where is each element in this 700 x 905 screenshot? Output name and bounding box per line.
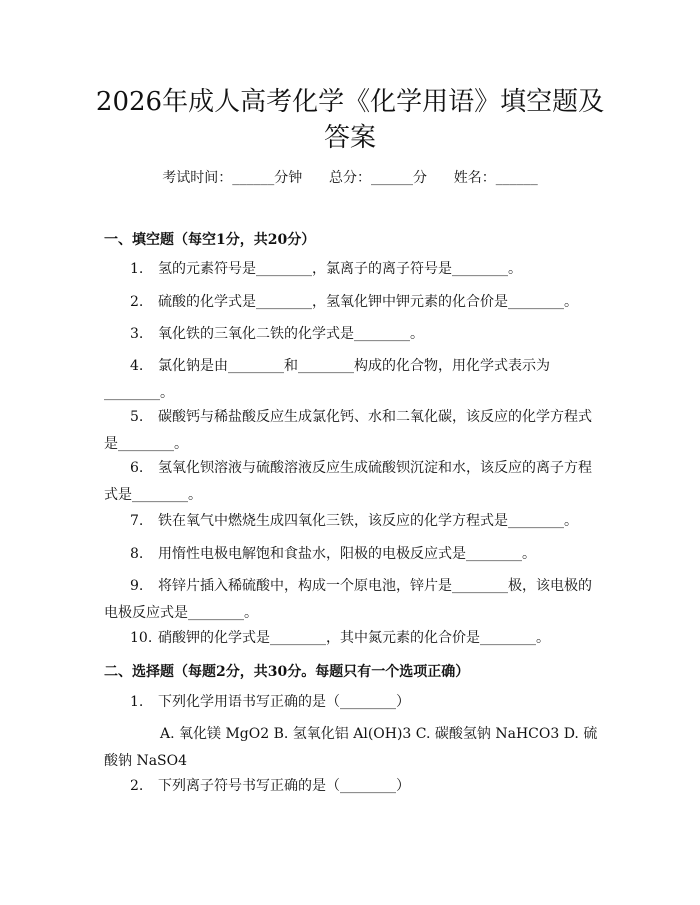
question-number: 3. [130,326,144,342]
document-title: 2026年成人高考化学《化学用语》填空题及答案 [95,87,605,153]
question-number: 1. [130,694,144,710]
question-item [104,625,602,652]
question-number: 2. [130,294,144,310]
question-number: 4. [130,358,144,374]
question-item [104,404,602,458]
question-text: 碳酸钙与稀盐酸反应生成氯化钙、水和二氧化碳，该反应的化学方程式是________。 [104,409,592,452]
question-text: 用惰性电极电解饱和食盐水，阳极的电极反应式是________。 [158,546,536,562]
section-heading-multiple-choice: 二、选择题（每题2分，共30分。每题只有一个选项正确） [104,664,470,680]
question-text: 硝酸钾的化学式是________，其中氮元素的化合价是________。 [158,630,550,646]
question-number: 2. [130,778,144,794]
student-name-field: 姓名：______ [453,170,538,186]
question-item [104,289,602,316]
question-number: 10. [130,630,153,646]
question-text: 下列离子符号书写正确的是（________） [158,778,410,794]
question-text: 氧化铁的三氧化二铁的化学式是________。 [158,326,424,342]
exam-info-line [0,168,700,188]
answer-options: A. 氧化镁 MgO2 B. 氢氧化铝 Al(OH)3 C. 碳酸氢钠 NaHCO3 D. 硫酸钠 NaSO4 [104,726,598,769]
question-item [104,689,602,716]
question-item [104,508,602,535]
question-text: 硫酸的化学式是________，氢氧化钾中钾元素的化合价是________。 [158,294,578,310]
question-item [104,256,602,283]
question-number: 6. [130,460,144,476]
question-text: 氢氧化钡溶液与硫酸溶液反应生成硫酸钡沉淀和水，该反应的离子方程式是________。 [104,460,592,503]
question-number: 9. [130,578,144,594]
section-heading-fill-in: 一、填空题（每空1分，共20分） [104,232,316,248]
question-item [104,773,602,800]
question-item [104,455,602,509]
question-text: 氯化钠是由________和________构成的化合物，用化学式表示为________。 [104,358,550,401]
total-score-field: 总分：______分 [329,170,427,186]
question-text: 下列化学用语书写正确的是（________） [158,694,410,710]
question-item [104,353,602,407]
question-text: 铁在氧气中燃烧生成四氧化三铁，该反应的化学方程式是________。 [158,513,578,529]
question-number: 1. [130,261,144,277]
question-item [104,541,602,568]
question-number: 7. [130,513,144,529]
question-item [104,573,602,627]
question-text: 氢的元素符号是________，氯离子的离子符号是________。 [158,261,522,277]
question-number: 8. [130,546,144,562]
exam-time-field: 考试时间：______分钟 [162,170,303,186]
question-number: 5. [130,409,144,425]
question-text: 将锌片插入稀硫酸中，构成一个原电池，锌片是________极，该电极的电极反应式是________。 [104,578,592,621]
question-item [104,321,602,348]
